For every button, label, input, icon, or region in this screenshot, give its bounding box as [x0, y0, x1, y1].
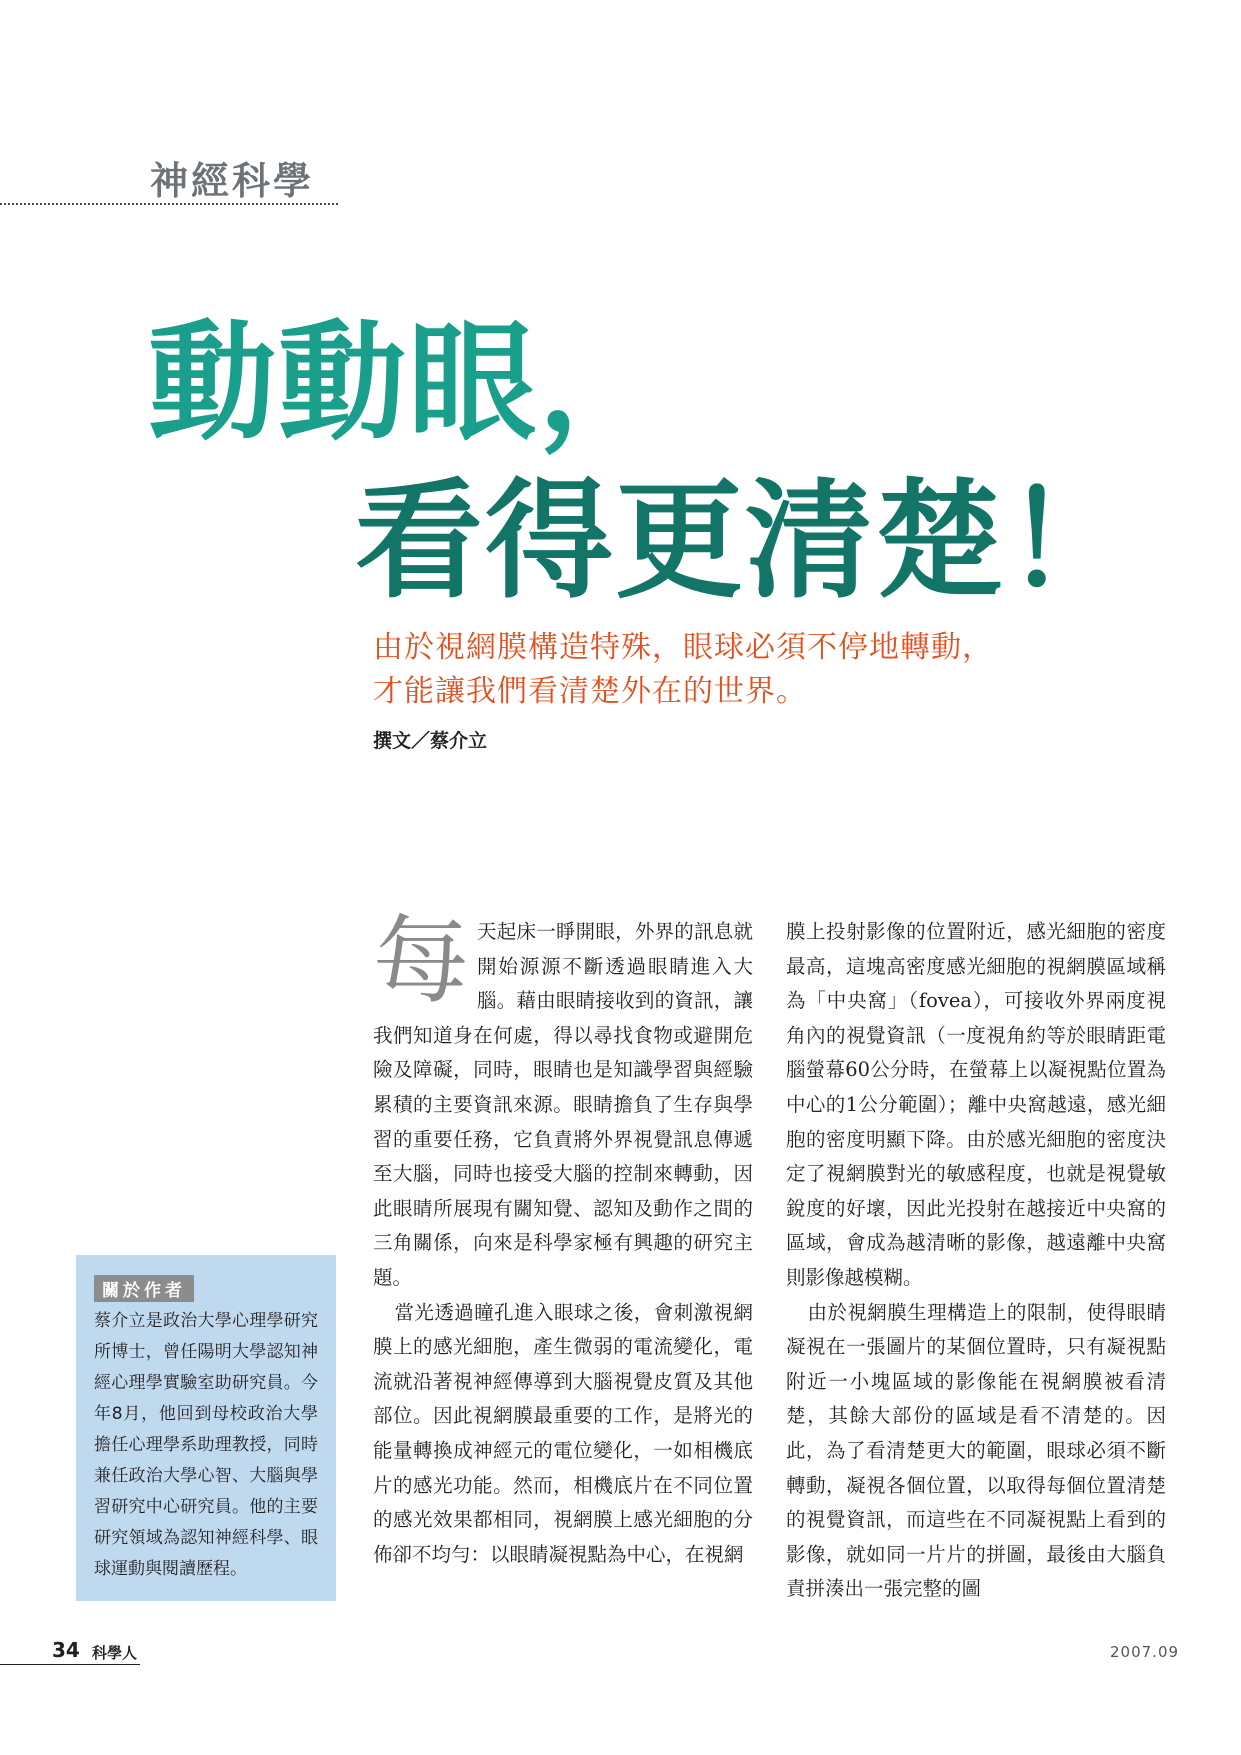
section-divider	[0, 203, 338, 205]
author-bio: 蔡介立是政治大學心理學研究所博士，曾任陽明大學認知神經心理學實驗室助研究員。今年8月，他回到母校政治大學擔任心理學系助理教授，同時兼任政治大學心智、大腦與學習研究中心研究員。他的主要研究領域為認知神經科學、眼球運動與閱讀歷程。	[94, 1311, 318, 1579]
footer-divider	[0, 1664, 140, 1665]
publication-name: 科學人	[92, 1644, 138, 1662]
paragraph-2-continued: 膜上投射影像的位置附近，感光細胞的密度最高，這塊高密度感光細胞的視網膜區域稱為「中央窩」（fovea），可接收外界兩度視角內的視覺資訊（一度視角約等於眼睛距電腦螢幕60公分時，在螢幕上以凝視點位置為中心的1公分範圍）；離中央窩越遠，感光細胞的密度明顯下降。由於感光細胞的密度決定了視網膜對光的敏感程度，也就是視覺敏銳度的好壞，因此光投射在越接近中央窩的區域，會成為越清晰的影像，越遠離中央窩則影像越模糊。	[786, 920, 1166, 1289]
title-line-2: 看得更清楚！	[355, 467, 1136, 616]
subtitle-line-2: 才能讓我們看清楚外在的世界。	[373, 674, 807, 709]
author-heading: 關於作者	[94, 1275, 194, 1302]
section-label: 神經科學	[150, 159, 315, 203]
author-box	[76, 1255, 336, 1601]
paragraph-1	[373, 905, 753, 1296]
paragraph-3: 由於視網膜生理構造上的限制，使得眼睛凝視在一張圖片的某個位置時，只有凝視點附近一小塊區域的影像能在視網膜被看清楚，其餘大部份的區域是看不清楚的。因此，為了看清楚更大的範圍，眼球必須不斷轉動，凝視各個位置，以取得每個位置清楚的視覺資訊，而這些在不同凝視點上看到的影像，就如同一片片的拼圖，最後由大腦負責拼湊出一張完整的圖	[786, 1300, 1166, 1601]
article-column-1	[373, 905, 753, 1572]
article-column-2	[786, 915, 1166, 1607]
issue-date: 2007.09	[1110, 1643, 1180, 1661]
subtitle	[373, 626, 1173, 714]
subtitle-line-1: 由於視網膜構造特殊，眼球必須不停地轉動，	[373, 630, 993, 665]
byline: 撰文／蔡介立	[373, 730, 488, 752]
page-number: 34	[52, 1638, 80, 1662]
paragraph-1-text: 天起床一睜開眼，外界的訊息就開始源源不斷透過眼睛進入大腦。藉由眼睛接收到的資訊，讓我們知道身在何處，得以尋找食物或避開危險及障礙，同時，眼睛也是知識學習與經驗累積的主要資訊來源。眼睛擔負了生存與學習的重要任務，它負責將外界視覺訊息傳遞至大腦，同時也接受大腦的控制來轉動，因此眼睛所展現有關知覺、認知及動作之間的三角關係，向來是科學家極有興趣的研究主題。	[373, 920, 753, 1289]
title-line-1: 動動眼，	[148, 309, 669, 458]
drop-cap: 每	[373, 905, 469, 1017]
paragraph-2: 當光透過瞳孔進入眼球之後，會刺激視網膜上的感光細胞，產生微弱的電流變化，電流就沿著視神經傳導到大腦視覺皮質及其他部位。因此視網膜最重要的工作，是將光的能量轉換成神經元的電位變化，一如相機底片的感光功能。然而，相機底片在不同位置的感光效果都相同，視網膜上感光細胞的分佈卻不均勻：以眼睛凝視點為中心，在視網	[373, 1300, 753, 1566]
